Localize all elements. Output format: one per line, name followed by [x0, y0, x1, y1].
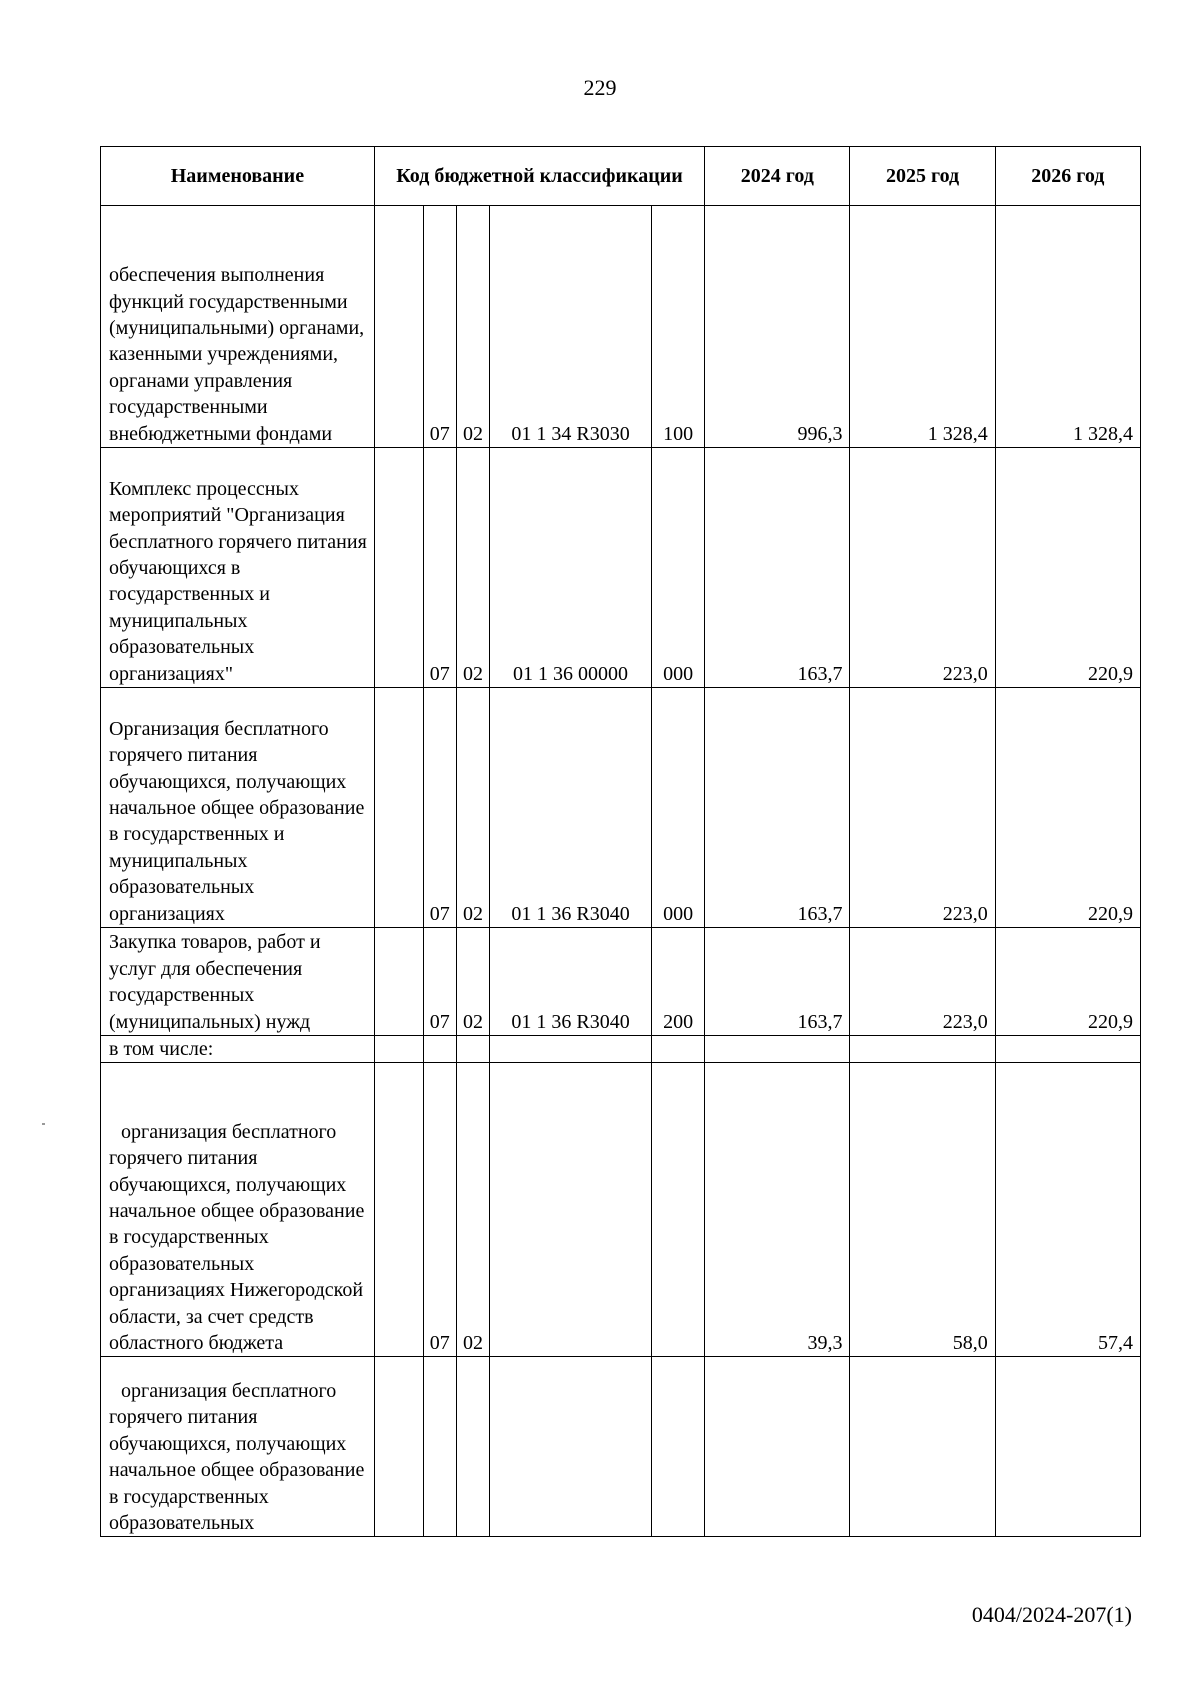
row-vr: 000 — [651, 688, 704, 928]
empty-cell — [374, 448, 423, 688]
header-2025: 2025 год — [850, 147, 995, 206]
row-name: организация бесплатного горячего питания обучающихся, получающих начальное общее образование в государственных образовательных организациях Нижегородской области, за счет средств областного бюджета — [101, 1063, 375, 1357]
row-vr: 100 — [651, 206, 704, 448]
header-2026: 2026 год — [995, 147, 1140, 206]
row-vr: 200 — [651, 928, 704, 1036]
row-2024: 163,7 — [705, 928, 850, 1036]
row-pr: 02 — [456, 1063, 489, 1357]
row-name: Организация бесплатного горячего питания обучающихся, получающих начальное общее образование в государственных и муниципальных образовательных организациях — [101, 688, 375, 928]
row-name: обеспечения выполнения функций государственными (муниципальными) органами, казенными учреждениями, органами управления государственными внебюджетными фондами — [101, 206, 375, 448]
row-name: в том числе: — [101, 1036, 375, 1063]
row-csr: 01 1 36 R3040 — [490, 688, 652, 928]
empty-cell — [374, 928, 423, 1036]
row-vr — [651, 1063, 704, 1357]
row-rz: 07 — [423, 1063, 456, 1357]
row-2024: 163,7 — [705, 448, 850, 688]
table-header-row — [101, 147, 1141, 206]
document-code: 0404/2024-207(1) — [971, 1602, 1132, 1627]
row-csr: 01 1 36 R3040 — [490, 928, 652, 1036]
row-2026: 1 328,4 — [995, 206, 1140, 448]
row-vr: 000 — [651, 448, 704, 688]
row-2024 — [705, 1357, 850, 1537]
row-2025: 223,0 — [850, 688, 995, 928]
row-2024 — [705, 1036, 850, 1063]
scan-artifact — [42, 1123, 45, 1125]
table-row — [101, 448, 1141, 688]
row-rz: 07 — [423, 688, 456, 928]
empty-cell — [374, 1357, 423, 1537]
row-rz — [423, 1357, 456, 1537]
empty-cell — [374, 1063, 423, 1357]
row-vr — [651, 1036, 704, 1063]
table-row — [101, 206, 1141, 448]
row-pr — [456, 1357, 489, 1537]
row-2025: 58,0 — [850, 1063, 995, 1357]
row-pr: 02 — [456, 688, 489, 928]
row-2025: 223,0 — [850, 928, 995, 1036]
row-2026: 220,9 — [995, 928, 1140, 1036]
row-2025 — [850, 1357, 995, 1537]
row-pr: 02 — [456, 448, 489, 688]
row-rz: 07 — [423, 448, 456, 688]
table-row — [101, 1063, 1141, 1357]
budget-table — [100, 146, 1141, 1537]
row-2024: 39,3 — [705, 1063, 850, 1357]
empty-cell — [374, 206, 423, 448]
row-csr — [490, 1036, 652, 1063]
row-2024: 163,7 — [705, 688, 850, 928]
row-2026: 220,9 — [995, 688, 1140, 928]
row-name: Комплекс процессных мероприятий "Организация бесплатного горячего питания обучающихся в государственных и муниципальных образовательных организациях" — [101, 448, 375, 688]
row-rz: 07 — [423, 206, 456, 448]
header-2024: 2024 год — [705, 147, 850, 206]
row-name: организация бесплатного горячего питания обучающихся, получающих начальное общее образование в государственных образовательных — [101, 1357, 375, 1537]
row-2025: 223,0 — [850, 448, 995, 688]
row-name: Закупка товаров, работ и услуг для обеспечения государственных (муниципальных) нужд — [101, 928, 375, 1036]
header-code: Код бюджетной классификации — [374, 147, 704, 206]
table-row — [101, 1357, 1141, 1537]
row-csr: 01 1 34 R3030 — [490, 206, 652, 448]
row-vr — [651, 1357, 704, 1537]
row-csr: 01 1 36 00000 — [490, 448, 652, 688]
table-row — [101, 928, 1141, 1036]
table-row — [101, 1036, 1141, 1063]
row-pr: 02 — [456, 928, 489, 1036]
row-pr: 02 — [456, 206, 489, 448]
header-name: Наименование — [101, 147, 375, 206]
row-rz: 07 — [423, 928, 456, 1036]
row-2025 — [850, 1036, 995, 1063]
row-2026: 57,4 — [995, 1063, 1140, 1357]
row-pr — [456, 1036, 489, 1063]
row-2026 — [995, 1036, 1140, 1063]
row-rz — [423, 1036, 456, 1063]
row-2025: 1 328,4 — [850, 206, 995, 448]
row-2024: 996,3 — [705, 206, 850, 448]
row-csr — [490, 1063, 652, 1357]
table-row — [101, 688, 1141, 928]
row-csr — [490, 1357, 652, 1537]
page-number: 229 — [583, 75, 617, 100]
row-2026: 220,9 — [995, 448, 1140, 688]
empty-cell — [374, 688, 423, 928]
empty-cell — [374, 1036, 423, 1063]
row-2026 — [995, 1357, 1140, 1537]
